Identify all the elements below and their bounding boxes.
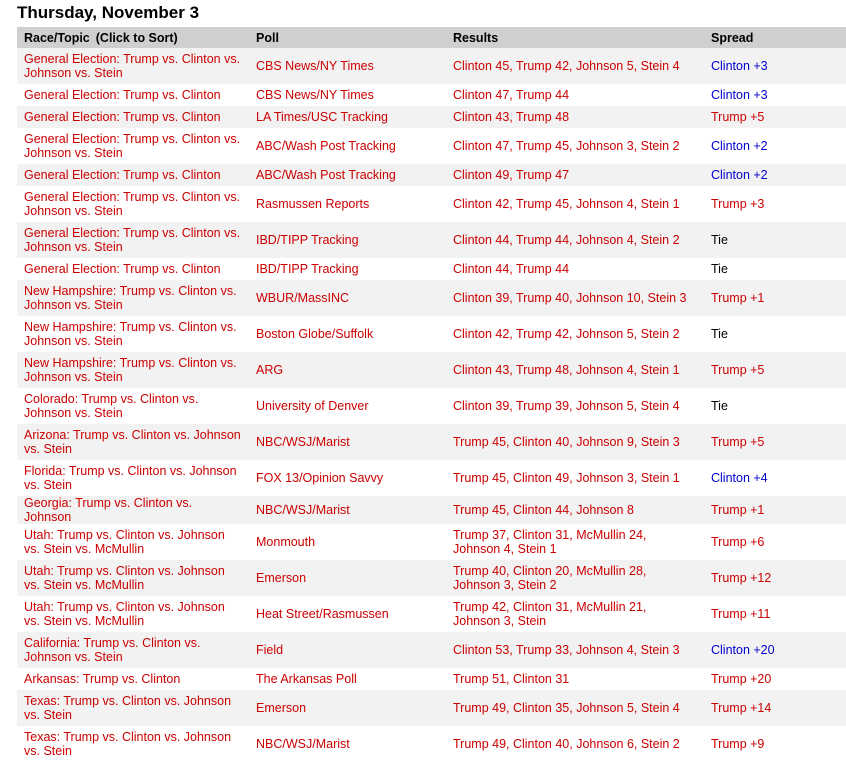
table-row <box>17 560 846 596</box>
header-row <box>17 27 846 48</box>
results-link[interactable]: Trump 49, Clinton 35, Johnson 5, Stein 4 <box>446 690 704 726</box>
poll-link[interactable]: Heat Street/Rasmussen <box>249 596 446 632</box>
results-link[interactable]: Clinton 42, Trump 42, Johnson 5, Stein 2 <box>446 316 704 352</box>
spread-value: Trump +9 <box>704 726 846 762</box>
race-link[interactable]: General Election: Trump vs. Clinton vs. Johnson vs. Stein <box>17 128 249 164</box>
spread-value: Tie <box>704 388 846 424</box>
table-row <box>17 424 846 460</box>
poll-link[interactable]: ABC/Wash Post Tracking <box>249 128 446 164</box>
column-header-race[interactable] <box>17 27 249 48</box>
table-row <box>17 632 846 668</box>
spread-value: Trump +6 <box>704 524 846 560</box>
race-link[interactable]: New Hampshire: Trump vs. Clinton vs. Johnson vs. Stein <box>17 352 249 388</box>
spread-value: Trump +12 <box>704 560 846 596</box>
race-link[interactable]: General Election: Trump vs. Clinton <box>17 106 249 128</box>
table-row <box>17 222 846 258</box>
poll-link[interactable]: WBUR/MassINC <box>249 280 446 316</box>
table-row <box>17 258 846 280</box>
table-row <box>17 48 846 84</box>
race-link[interactable]: General Election: Trump vs. Clinton <box>17 258 249 280</box>
table-row <box>17 460 846 496</box>
polls-table-body <box>17 48 846 762</box>
poll-link[interactable]: Emerson <box>249 690 446 726</box>
table-row <box>17 316 846 352</box>
spread-value: Trump +3 <box>704 186 846 222</box>
date-heading: Thursday, November 3 <box>17 3 200 22</box>
race-link[interactable]: Texas: Trump vs. Clinton vs. Johnson vs. Stein <box>17 690 249 726</box>
table-row <box>17 352 846 388</box>
poll-link[interactable]: CBS News/NY Times <box>249 48 446 84</box>
spread-value: Clinton +20 <box>704 632 846 668</box>
results-link[interactable]: Clinton 45, Trump 42, Johnson 5, Stein 4 <box>446 48 704 84</box>
poll-link[interactable]: ARG <box>249 352 446 388</box>
results-link[interactable]: Trump 45, Clinton 40, Johnson 9, Stein 3 <box>446 424 704 460</box>
results-link[interactable]: Trump 49, Clinton 40, Johnson 6, Stein 2 <box>446 726 704 762</box>
table-row <box>17 106 846 128</box>
results-link[interactable]: Trump 37, Clinton 31, McMullin 24, Johnson 4, Stein 1 <box>446 524 704 560</box>
poll-link[interactable]: CBS News/NY Times <box>249 84 446 106</box>
sort-hint[interactable]: (Click to Sort) <box>95 30 178 45</box>
results-link[interactable]: Trump 40, Clinton 20, McMullin 28, Johnson 3, Stein 2 <box>446 560 704 596</box>
results-link[interactable]: Trump 51, Clinton 31 <box>446 668 704 690</box>
column-header-poll[interactable]: Poll <box>249 27 446 48</box>
race-link[interactable]: General Election: Trump vs. Clinton vs. Johnson vs. Stein <box>17 186 249 222</box>
race-link[interactable]: Arkansas: Trump vs. Clinton <box>17 668 249 690</box>
poll-link[interactable]: IBD/TIPP Tracking <box>249 258 446 280</box>
spread-value: Trump +5 <box>704 106 846 128</box>
poll-link[interactable]: ABC/Wash Post Tracking <box>249 164 446 186</box>
table-row <box>17 726 846 762</box>
table-row <box>17 84 846 106</box>
spread-value: Tie <box>704 316 846 352</box>
spread-value: Trump +14 <box>704 690 846 726</box>
spread-value: Trump +20 <box>704 668 846 690</box>
table-row <box>17 186 846 222</box>
poll-link[interactable]: NBC/WSJ/Marist <box>249 726 446 762</box>
table-row <box>17 668 846 690</box>
poll-link[interactable]: LA Times/USC Tracking <box>249 106 446 128</box>
results-link[interactable]: Clinton 49, Trump 47 <box>446 164 704 186</box>
results-link[interactable]: Clinton 39, Trump 40, Johnson 10, Stein 3 <box>446 280 704 316</box>
spread-value: Clinton +2 <box>704 128 846 164</box>
race-link[interactable]: General Election: Trump vs. Clinton vs. Johnson vs. Stein <box>17 222 249 258</box>
race-link[interactable]: New Hampshire: Trump vs. Clinton vs. Johnson vs. Stein <box>17 316 249 352</box>
table-row <box>17 690 846 726</box>
spread-value: Tie <box>704 222 846 258</box>
spread-value: Clinton +3 <box>704 84 846 106</box>
race-link[interactable]: Utah: Trump vs. Clinton vs. Johnson vs. Stein vs. McMullin <box>17 596 249 632</box>
race-link[interactable]: Florida: Trump vs. Clinton vs. Johnson vs. Stein <box>17 460 249 496</box>
poll-link[interactable]: University of Denver <box>249 388 446 424</box>
poll-link[interactable]: Boston Globe/Suffolk <box>249 316 446 352</box>
spread-value: Trump +1 <box>704 280 846 316</box>
table-row <box>17 128 846 164</box>
results-link[interactable]: Clinton 44, Trump 44 <box>446 258 704 280</box>
column-header-spread[interactable]: Spread <box>704 27 846 48</box>
results-link[interactable]: Clinton 43, Trump 48, Johnson 4, Stein 1 <box>446 352 704 388</box>
poll-link[interactable]: Rasmussen Reports <box>249 186 446 222</box>
spread-value: Clinton +2 <box>704 164 846 186</box>
table-row <box>17 388 846 424</box>
poll-link[interactable]: Emerson <box>249 560 446 596</box>
race-link[interactable]: General Election: Trump vs. Clinton <box>17 84 249 106</box>
table-row <box>17 280 846 316</box>
polls-table <box>17 27 846 762</box>
table-row <box>17 524 846 560</box>
spread-value: Tie <box>704 258 846 280</box>
table-row <box>17 596 846 632</box>
results-link[interactable]: Trump 45, Clinton 44, Johnson 8 <box>446 496 704 524</box>
column-header-results[interactable]: Results <box>446 27 704 48</box>
poll-link[interactable]: FOX 13/Opinion Savvy <box>249 460 446 496</box>
results-link[interactable]: Clinton 47, Trump 44 <box>446 84 704 106</box>
results-link[interactable]: Clinton 53, Trump 33, Johnson 4, Stein 3 <box>446 632 704 668</box>
poll-link[interactable]: IBD/TIPP Tracking <box>249 222 446 258</box>
poll-link[interactable]: Field <box>249 632 446 668</box>
race-link[interactable]: General Election: Trump vs. Clinton <box>17 164 249 186</box>
race-link[interactable]: Texas: Trump vs. Clinton vs. Johnson vs. Stein <box>17 726 249 762</box>
table-row <box>17 496 846 524</box>
race-link[interactable]: Utah: Trump vs. Clinton vs. Johnson vs. Stein vs. McMullin <box>17 524 249 560</box>
poll-link[interactable]: The Arkansas Poll <box>249 668 446 690</box>
results-link[interactable]: Clinton 47, Trump 45, Johnson 3, Stein 2 <box>446 128 704 164</box>
race-link[interactable]: General Election: Trump vs. Clinton vs. Johnson vs. Stein <box>17 48 249 84</box>
table-row <box>17 164 846 186</box>
race-header-label[interactable]: Race/Topic <box>24 30 90 45</box>
spread-value: Clinton +4 <box>704 460 846 496</box>
race-link[interactable]: New Hampshire: Trump vs. Clinton vs. Johnson vs. Stein <box>17 280 249 316</box>
results-link[interactable]: Clinton 42, Trump 45, Johnson 4, Stein 1 <box>446 186 704 222</box>
race-link[interactable]: California: Trump vs. Clinton vs. Johnson vs. Stein <box>17 632 249 668</box>
spread-value: Trump +5 <box>704 424 846 460</box>
spread-value: Clinton +3 <box>704 48 846 84</box>
poll-link[interactable]: Monmouth <box>249 524 446 560</box>
spread-value: Trump +11 <box>704 596 846 632</box>
race-link[interactable]: Georgia: Trump vs. Clinton vs. Johnson <box>17 496 249 524</box>
spread-value: Trump +5 <box>704 352 846 388</box>
race-link[interactable]: Colorado: Trump vs. Clinton vs. Johnson vs. Stein <box>17 388 249 424</box>
results-link[interactable]: Trump 45, Clinton 49, Johnson 3, Stein 1 <box>446 460 704 496</box>
spread-value: Trump +1 <box>704 496 846 524</box>
results-link[interactable]: Clinton 43, Trump 48 <box>446 106 704 128</box>
race-link[interactable]: Arizona: Trump vs. Clinton vs. Johnson vs. Stein <box>17 424 249 460</box>
poll-link[interactable]: NBC/WSJ/Marist <box>249 424 446 460</box>
results-link[interactable]: Clinton 39, Trump 39, Johnson 5, Stein 4 <box>446 388 704 424</box>
results-link[interactable]: Clinton 44, Trump 44, Johnson 4, Stein 2 <box>446 222 704 258</box>
results-link[interactable]: Trump 42, Clinton 31, McMullin 21, Johnson 3, Stein <box>446 596 704 632</box>
race-link[interactable]: Utah: Trump vs. Clinton vs. Johnson vs. Stein vs. McMullin <box>17 560 249 596</box>
poll-link[interactable]: NBC/WSJ/Marist <box>249 496 446 524</box>
